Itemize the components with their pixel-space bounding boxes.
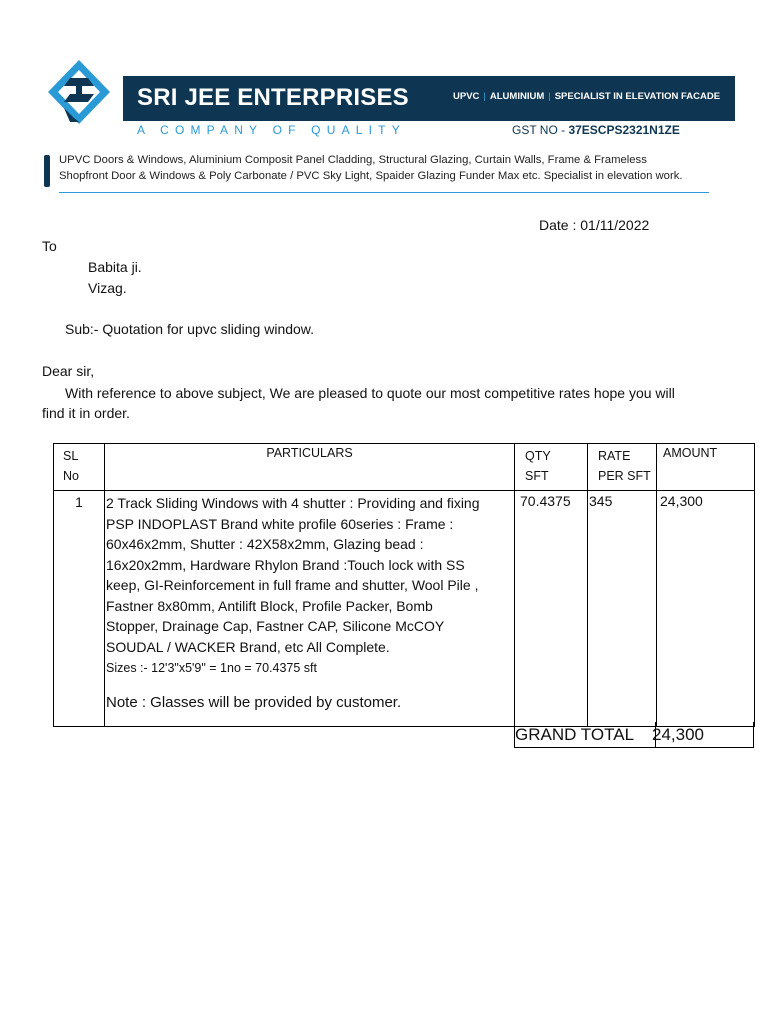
letter-date: Date : 01/11/2022 [539, 217, 650, 233]
header-qty-line: SFT [525, 469, 549, 483]
quotation-table [53, 443, 755, 727]
services-description [59, 152, 759, 184]
to-label: To [42, 238, 57, 254]
tag-aluminium: ALUMINIUM [489, 91, 545, 102]
particulars-line: 2 Track Sliding Windows with 4 shutter : Providing and fixing [106, 495, 480, 511]
particulars-line: Stopper, Drainage Cap, Fastner CAP, Silicone McCOY [106, 618, 445, 634]
table-header-row [54, 444, 755, 491]
particulars-line: keep, GI-Reinforcement in full frame and shutter, Wool Pile , [106, 577, 479, 593]
row-note: Note : Glasses will be provided by customer. [106, 693, 402, 711]
body-line: With reference to above subject, We are pleased to quote our most competitive rates hope you will [65, 385, 675, 401]
header-particulars: PARTICULARS [105, 444, 515, 491]
accent-bar [44, 155, 50, 187]
tag-upvc: UPVC [453, 91, 480, 102]
header-amount: AMOUNT [657, 444, 755, 491]
salutation: Dear sir, [42, 363, 95, 379]
header-rate-line: RATE [598, 449, 631, 463]
gst-label: GST NO - [512, 123, 569, 137]
header-sl-line: No [63, 469, 79, 483]
particulars-line: Fastner 8x80mm, Antilift Block, Profile Packer, Bomb [106, 597, 433, 614]
letter-body [42, 383, 742, 423]
grand-total-label: GRAND TOTAL [515, 725, 635, 744]
row-sizes: Sizes :- 12'3"x5'9" = 1no = 70.4375 sft [106, 661, 318, 675]
header-rate [588, 444, 657, 491]
services-line: Shopfront Door & Windows & Poly Carbonate / PVC Sky Light, Spaider Glazing Funder Max etc. Specialist in elevation work. [59, 170, 683, 182]
particulars-line: PSP INDOPLAST Brand white profile 60series : Frame : [106, 515, 454, 532]
grand-total-value: 24,300 [652, 725, 704, 744]
table-row [54, 491, 755, 727]
row-rate: 345 [588, 491, 657, 727]
tag-separator: | [483, 91, 486, 102]
header-divider [59, 192, 709, 193]
tag-elevation: SPECIALIST IN ELEVATION FACADE [554, 91, 721, 102]
service-tags [453, 91, 720, 102]
particulars-line: 60x46x2mm, Shutter : 42X58x2mm, Glazing bead : [106, 536, 424, 552]
subject-line: Sub:- Quotation for upvc sliding window. [65, 321, 315, 337]
header-sl-line: SL [63, 449, 79, 463]
row-particulars [105, 491, 515, 727]
grand-total-box [514, 722, 754, 748]
company-name: SRI JEE ENTERPRISES [137, 84, 409, 111]
gst-number [512, 123, 680, 137]
company-tagline: A COMPANY OF QUALITY [137, 123, 406, 137]
company-logo [44, 58, 114, 130]
header-qty [515, 444, 588, 491]
row-amount: 24,300 [657, 491, 755, 727]
recipient-city: Vizag. [88, 280, 127, 296]
row-qty: 70.4375 [515, 491, 588, 727]
row-sl: 1 [54, 491, 105, 727]
tag-separator: | [548, 91, 551, 102]
recipient-name: Babita ji. [88, 259, 142, 275]
header-rate-line: PER SFT [598, 469, 651, 483]
body-line: find it in order. [42, 405, 130, 421]
particulars-line: SOUDAL / WACKER Brand, etc All Complete. [106, 638, 390, 655]
particulars-line: 16x20x2mm, Hardware Rhylon Brand :Touch lock with SS [106, 556, 465, 573]
header-qty-line: QTY [525, 449, 551, 463]
header-banner [123, 76, 735, 121]
services-line: UPVC Doors & Windows, Aluminium Composit Panel Cladding, Structural Glazing, Curtain Walls, Frame & Frameless [59, 154, 647, 166]
gst-value: 37ESCPS2321N1ZE [568, 123, 680, 137]
header-sl [54, 444, 105, 491]
